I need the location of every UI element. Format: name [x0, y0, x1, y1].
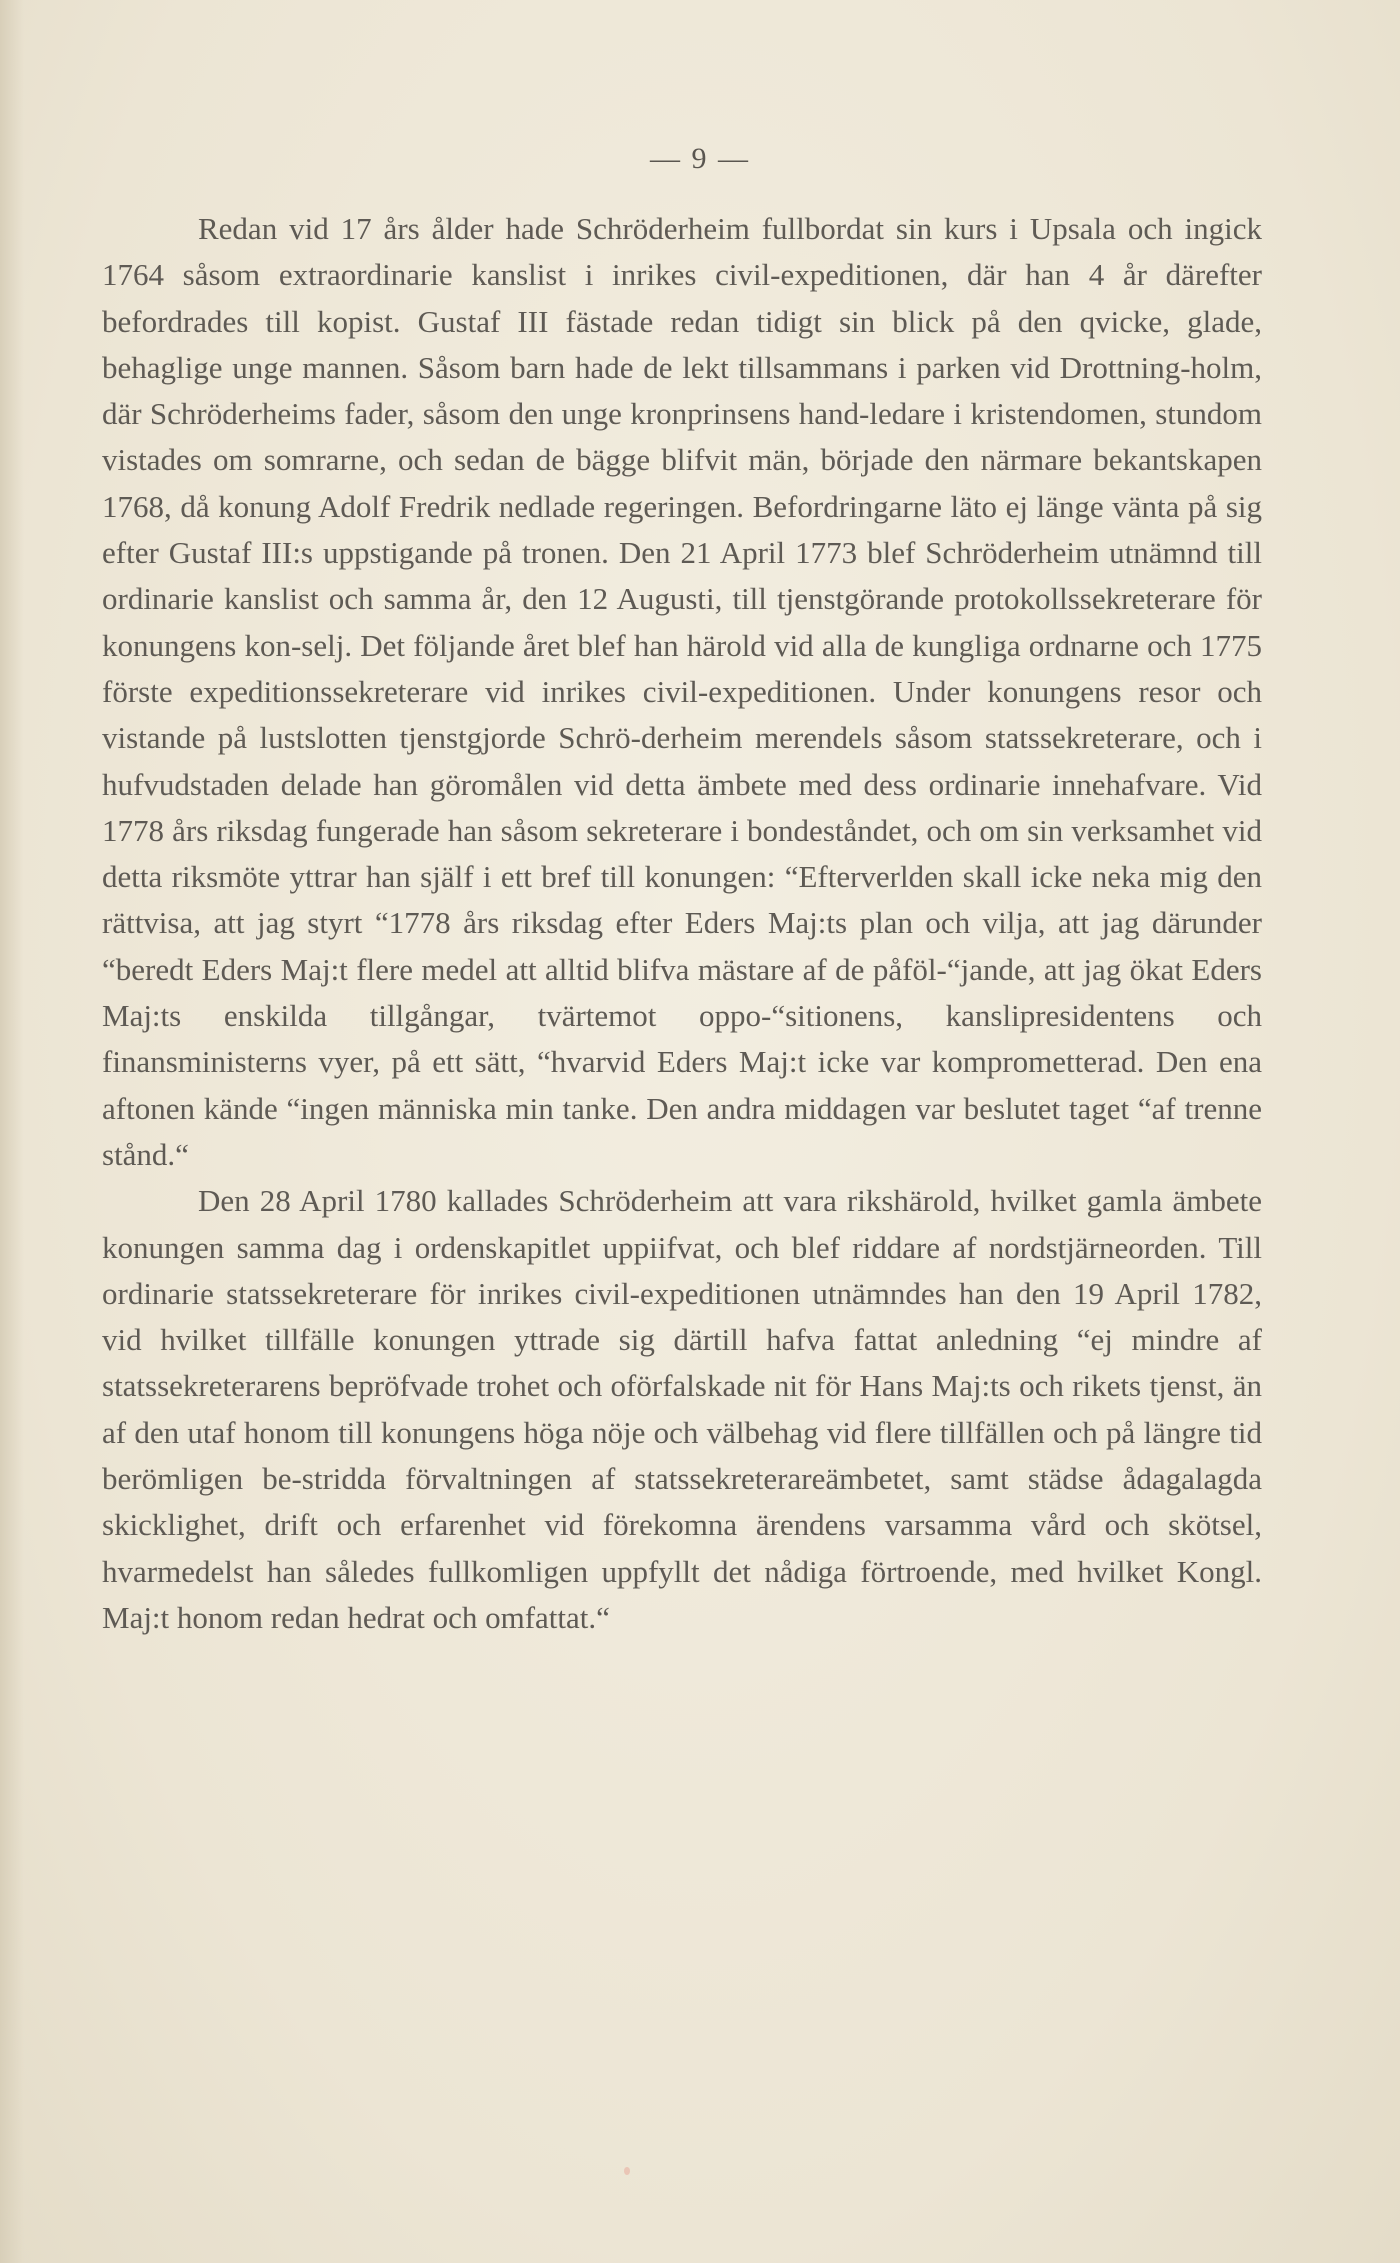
- paper-speck: [624, 2167, 630, 2175]
- paragraph-2: Den 28 April 1780 kallades Schröderheim att vara rikshärold, hvilket gamla ämbete konungen samma dag i ordenskapitlet uppiifvat, och blef riddare af nordstjärneorden. Till ordinarie statssekreterare för inrikes civil-expeditionen utnämndes han den 19 April 1782, vid hvilket tillfälle konungen yttrade sig därtill hafva fattat anledning “ej mindre af statssekreterarens bepröfvade trohet och oförfalskade nit för Hans Maj:ts och rikets tjenst, än af den utaf honom till konungens höga nöje och välbehag vid flere tillfällen och på längre tid berömligen be-stridda förvaltningen af statssekreterareämbetet, samt städse ådagalagda skicklighet, drift och erfarenhet vid förekomna ärendens varsamma vård och skötsel, hvarmedelst han således fullkomligen uppfyllt det nådiga förtroende, med hvilket Kongl. Maj:t honom redan hedrat och omfattat.“: [102, 1183, 1262, 1635]
- binding-shadow: [0, 0, 24, 2263]
- paragraph-1: Redan vid 17 års ålder hade Schröderheim fullbordat sin kurs i Upsala och ingick 1764 såsom extraordinarie kanslist i inrikes civil-expeditionen, där han 4 år därefter befordrades till kopist. Gustaf III fästade redan tidigt sin blick på den qvicke, glade, behaglige unge mannen. Såsom barn hade de lekt tillsammans i parken vid Drottning-holm, där Schröderheims fader, såsom den unge kronprinsens hand-ledare i kristendomen, stundom vistades om somrarne, och sedan de bägge blifvit män, började den närmare bekantskapen 1768, då konung Adolf Fredrik nedlade regeringen. Befordringarne läto ej länge vänta på sig efter Gustaf III:s uppstigande på tronen. Den 21 April 1773 blef Schröderheim utnämnd till ordinarie kanslist och samma år, den 12 Augusti, till tjenstgörande protokollssekreterare för konungens kon-selj. Det följande året blef han härold vid alla de kungliga ordnarne och 1775 förste expeditionssekreterare vid inrikes civil-expeditionen. Under konungens resor och vistande på lustslotten tjenstgjorde Schrö-derheim merendels såsom statssekreterare, och i hufvudstaden delade han göromålen vid detta ämbete med dess ordinarie innehafvare. Vid 1778 års riksdag fungerade han såsom sekreterare i bondeståndet, och om sin verksamhet vid detta riksmöte yttrar han själf i ett bref till konungen: “Efterverlden skall icke neka mig den rättvisa, att jag styrt “1778 års riksdag efter Eders Maj:ts plan och vilja, att jag därunder “beredt Eders Maj:t flere medel att alltid blifva mästare af de påföl-“jande, att jag ökat Eders Maj:ts enskilda tillgångar, tvärtemot oppo-“sitionens, kanslipresidentens och finansministerns vyer, på ett sätt, “hvarvid Eders Maj:t icke var komprometterad. Den ena aftonen kände “ingen människa min tanke. Den andra middagen var beslutet taget “af trenne stånd.“: [102, 211, 1262, 1172]
- page-number: — 9 —: [650, 142, 750, 175]
- body-text: [102, 206, 1262, 1641]
